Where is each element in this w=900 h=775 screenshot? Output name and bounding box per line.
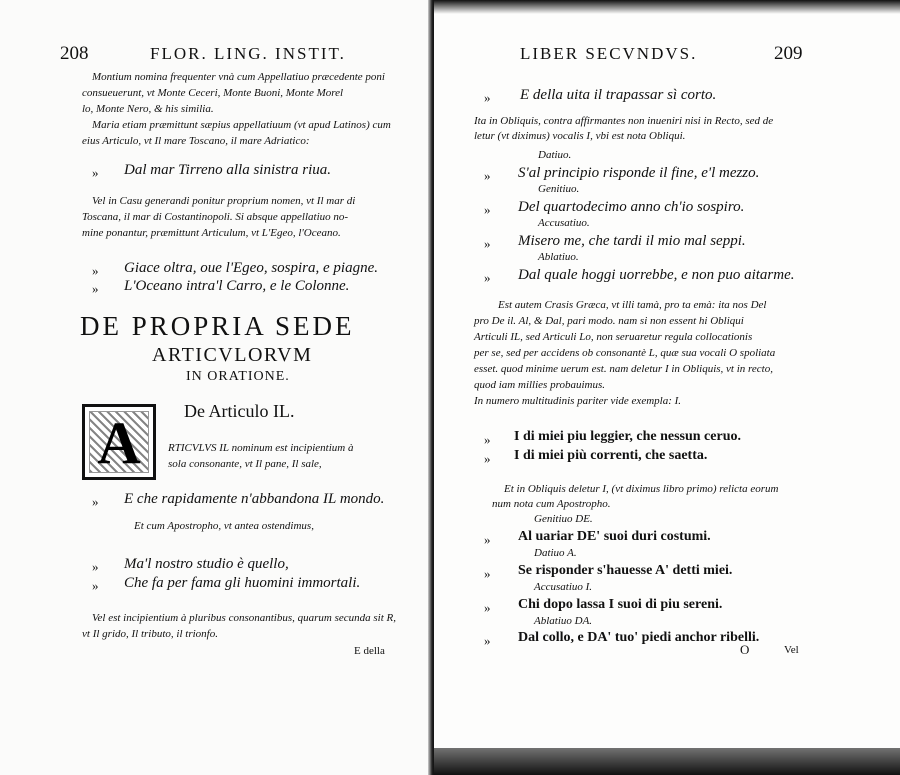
quote-mark: » bbox=[92, 281, 99, 296]
case-label: Accusatiuo. bbox=[538, 217, 590, 229]
text-line: pro De il. Al, & Dal, pari modo. nam si non essent hi Obliqui bbox=[474, 315, 744, 327]
text-line: Maria etiam præmittunt sæpius appellatiuum (vt apud Latinos) cum bbox=[92, 119, 391, 131]
text-line: Vel in Casu generandi ponitur proprium nomen, vt Il mar di bbox=[92, 195, 356, 207]
page-number: 209 bbox=[774, 43, 803, 64]
text-line: lo, Monte Nero, & his similia. bbox=[82, 103, 214, 115]
scan-shadow-bottom bbox=[434, 748, 900, 775]
quote-mark: » bbox=[92, 165, 99, 180]
verse-line: E che rapidamente n'abbandona IL mondo. bbox=[124, 491, 385, 507]
chapter-heading: DE PROPRIA SEDE bbox=[80, 311, 355, 341]
running-head: FLOR. LING. INSTIT. bbox=[150, 44, 346, 63]
case-label: Datiuo A. bbox=[534, 547, 577, 559]
verse-line: E della uita il trapassar sì corto. bbox=[520, 87, 717, 103]
case-label: Ablatiuo. bbox=[538, 251, 579, 263]
chapter-heading-third: IN ORATIONE. bbox=[186, 369, 290, 384]
text-line: sola consonante, vt Il pane, Il sale, bbox=[168, 458, 322, 470]
text-line: Et cum Apostropho, vt antea ostendimus, bbox=[134, 520, 314, 532]
case-label: Genitiuo DE. bbox=[534, 513, 593, 525]
quote-mark: » bbox=[484, 600, 491, 615]
verse-line: Giace oltra, oue l'Egeo, sospira, e piagne. bbox=[124, 260, 379, 276]
text-line: Et in Obliquis deletur I, (vt diximus libro primo) relicta eorum bbox=[504, 483, 779, 495]
quote-mark: » bbox=[484, 532, 491, 547]
quote-mark: » bbox=[484, 566, 491, 581]
verse-line: Ma'l nostro studio è quello, bbox=[124, 556, 289, 572]
text-line: esset. quod minime uerum est. nam deletur I in Obliquis, vt in recto, bbox=[474, 363, 773, 375]
quote-mark: » bbox=[484, 90, 491, 105]
text-line: Articuli IL, sed Articuli Lo, non seruaretur regula collocationis bbox=[474, 331, 753, 343]
text-line: Montium nomina frequenter vnà cum Appellatiuo præcedente poni bbox=[92, 71, 385, 83]
text-line: quod iam millies probauimus. bbox=[474, 379, 605, 391]
case-label: Accusatiuo I. bbox=[534, 581, 593, 593]
quote-mark: » bbox=[92, 559, 99, 574]
quote-mark: » bbox=[484, 168, 491, 183]
text-line: per se, sed per accidens ob consonantè L, quæ sua vocali O spoliata bbox=[474, 347, 776, 359]
verse-line: Dal collo, e DA' tuo' piedi anchor ribelli. bbox=[518, 630, 760, 645]
text-line: In numero multitudinis pariter vide exempla: I. bbox=[474, 395, 682, 407]
verse-line: L'Oceano intra'l Carro, e le Colonne. bbox=[124, 278, 350, 294]
catchword: Vel bbox=[784, 644, 799, 656]
verse-line: Al uariar DE' suoi duri costumi. bbox=[518, 529, 711, 544]
page-number: 208 bbox=[60, 43, 89, 64]
text-line: vt Il grido, Il tributo, il trionfo. bbox=[82, 628, 218, 640]
quote-mark: » bbox=[484, 202, 491, 217]
case-label: Datiuo. bbox=[538, 149, 572, 161]
text-line: Toscana, il mar di Costantinopoli. Si absque appellatiuo no- bbox=[82, 211, 349, 223]
subheading: De Articulo IL. bbox=[184, 401, 295, 421]
text-line: letur (vt diximus) vocalis I, vbi est nota Obliqui. bbox=[474, 130, 686, 142]
text-line: Vel est incipientium à pluribus consonantibus, quarum secunda sit R, bbox=[92, 612, 397, 624]
verse-line: I di miei piu leggier, che nessun ceruo. bbox=[514, 429, 741, 444]
drop-cap-letter: A bbox=[97, 410, 141, 476]
quote-mark: » bbox=[92, 494, 99, 509]
verse-line: Che fa per fama gli huomini immortali. bbox=[124, 575, 361, 591]
quote-mark: » bbox=[484, 270, 491, 285]
quote-mark: » bbox=[92, 263, 99, 278]
quote-mark: » bbox=[484, 633, 491, 648]
text-line: Ita in Obliquis, contra affirmantes non inueniri nisi in Recto, sed de bbox=[474, 115, 774, 127]
chapter-heading-second: ARTICVLORVM bbox=[152, 344, 313, 366]
verse-line: Dal quale hoggi uorrebbe, e non puo aitarme. bbox=[518, 267, 795, 283]
text-line: eius Articulo, vt Il mare Toscano, il mare Adriatico: bbox=[82, 135, 310, 147]
text-line: consueuerunt, vt Monte Ceceri, Monte Buoni, Monte Morel bbox=[82, 87, 344, 99]
catchword: E della bbox=[354, 645, 385, 657]
verse-line: I di miei più correnti, che saetta. bbox=[514, 448, 708, 463]
left-page bbox=[0, 0, 430, 775]
text-line: RTICVLVS IL nominum est incipientium à bbox=[168, 442, 354, 454]
right-page bbox=[434, 0, 900, 775]
quote-mark: » bbox=[484, 236, 491, 251]
quote-mark: » bbox=[92, 578, 99, 593]
verse-line: Chi dopo lassa I suoi di piu sereni. bbox=[518, 597, 723, 612]
verse-line: Dal mar Tirreno alla sinistra riua. bbox=[124, 162, 331, 178]
verse-line: Se risponder s'hauesse A' detti miei. bbox=[518, 563, 733, 578]
scan-shadow-top bbox=[434, 0, 900, 14]
case-label: Genitiuo. bbox=[538, 183, 580, 195]
signature-mark: O bbox=[740, 642, 750, 657]
text-line: mine ponantur, præmittunt Articulum, vt L'Egeo, l'Oceano. bbox=[82, 227, 341, 239]
verse-line: Misero me, che tardi il mio mal seppi. bbox=[518, 233, 746, 249]
quote-mark: » bbox=[484, 451, 491, 466]
case-label: Ablatiuo DA. bbox=[534, 615, 593, 627]
drop-cap-ornament bbox=[82, 404, 156, 480]
verse-line: S'al principio risponde il fine, e'l mezzo. bbox=[518, 165, 760, 181]
verse-line: Del quartodecimo anno ch'io sospiro. bbox=[518, 199, 745, 215]
text-line: Est autem Crasis Græca, vt illi tamà, pro ta emà: ita nos Del bbox=[498, 299, 767, 311]
quote-mark: » bbox=[484, 432, 491, 447]
running-head: LIBER SECVNDVS. bbox=[520, 44, 698, 63]
text-line: num nota cum Apostropho. bbox=[492, 498, 611, 510]
